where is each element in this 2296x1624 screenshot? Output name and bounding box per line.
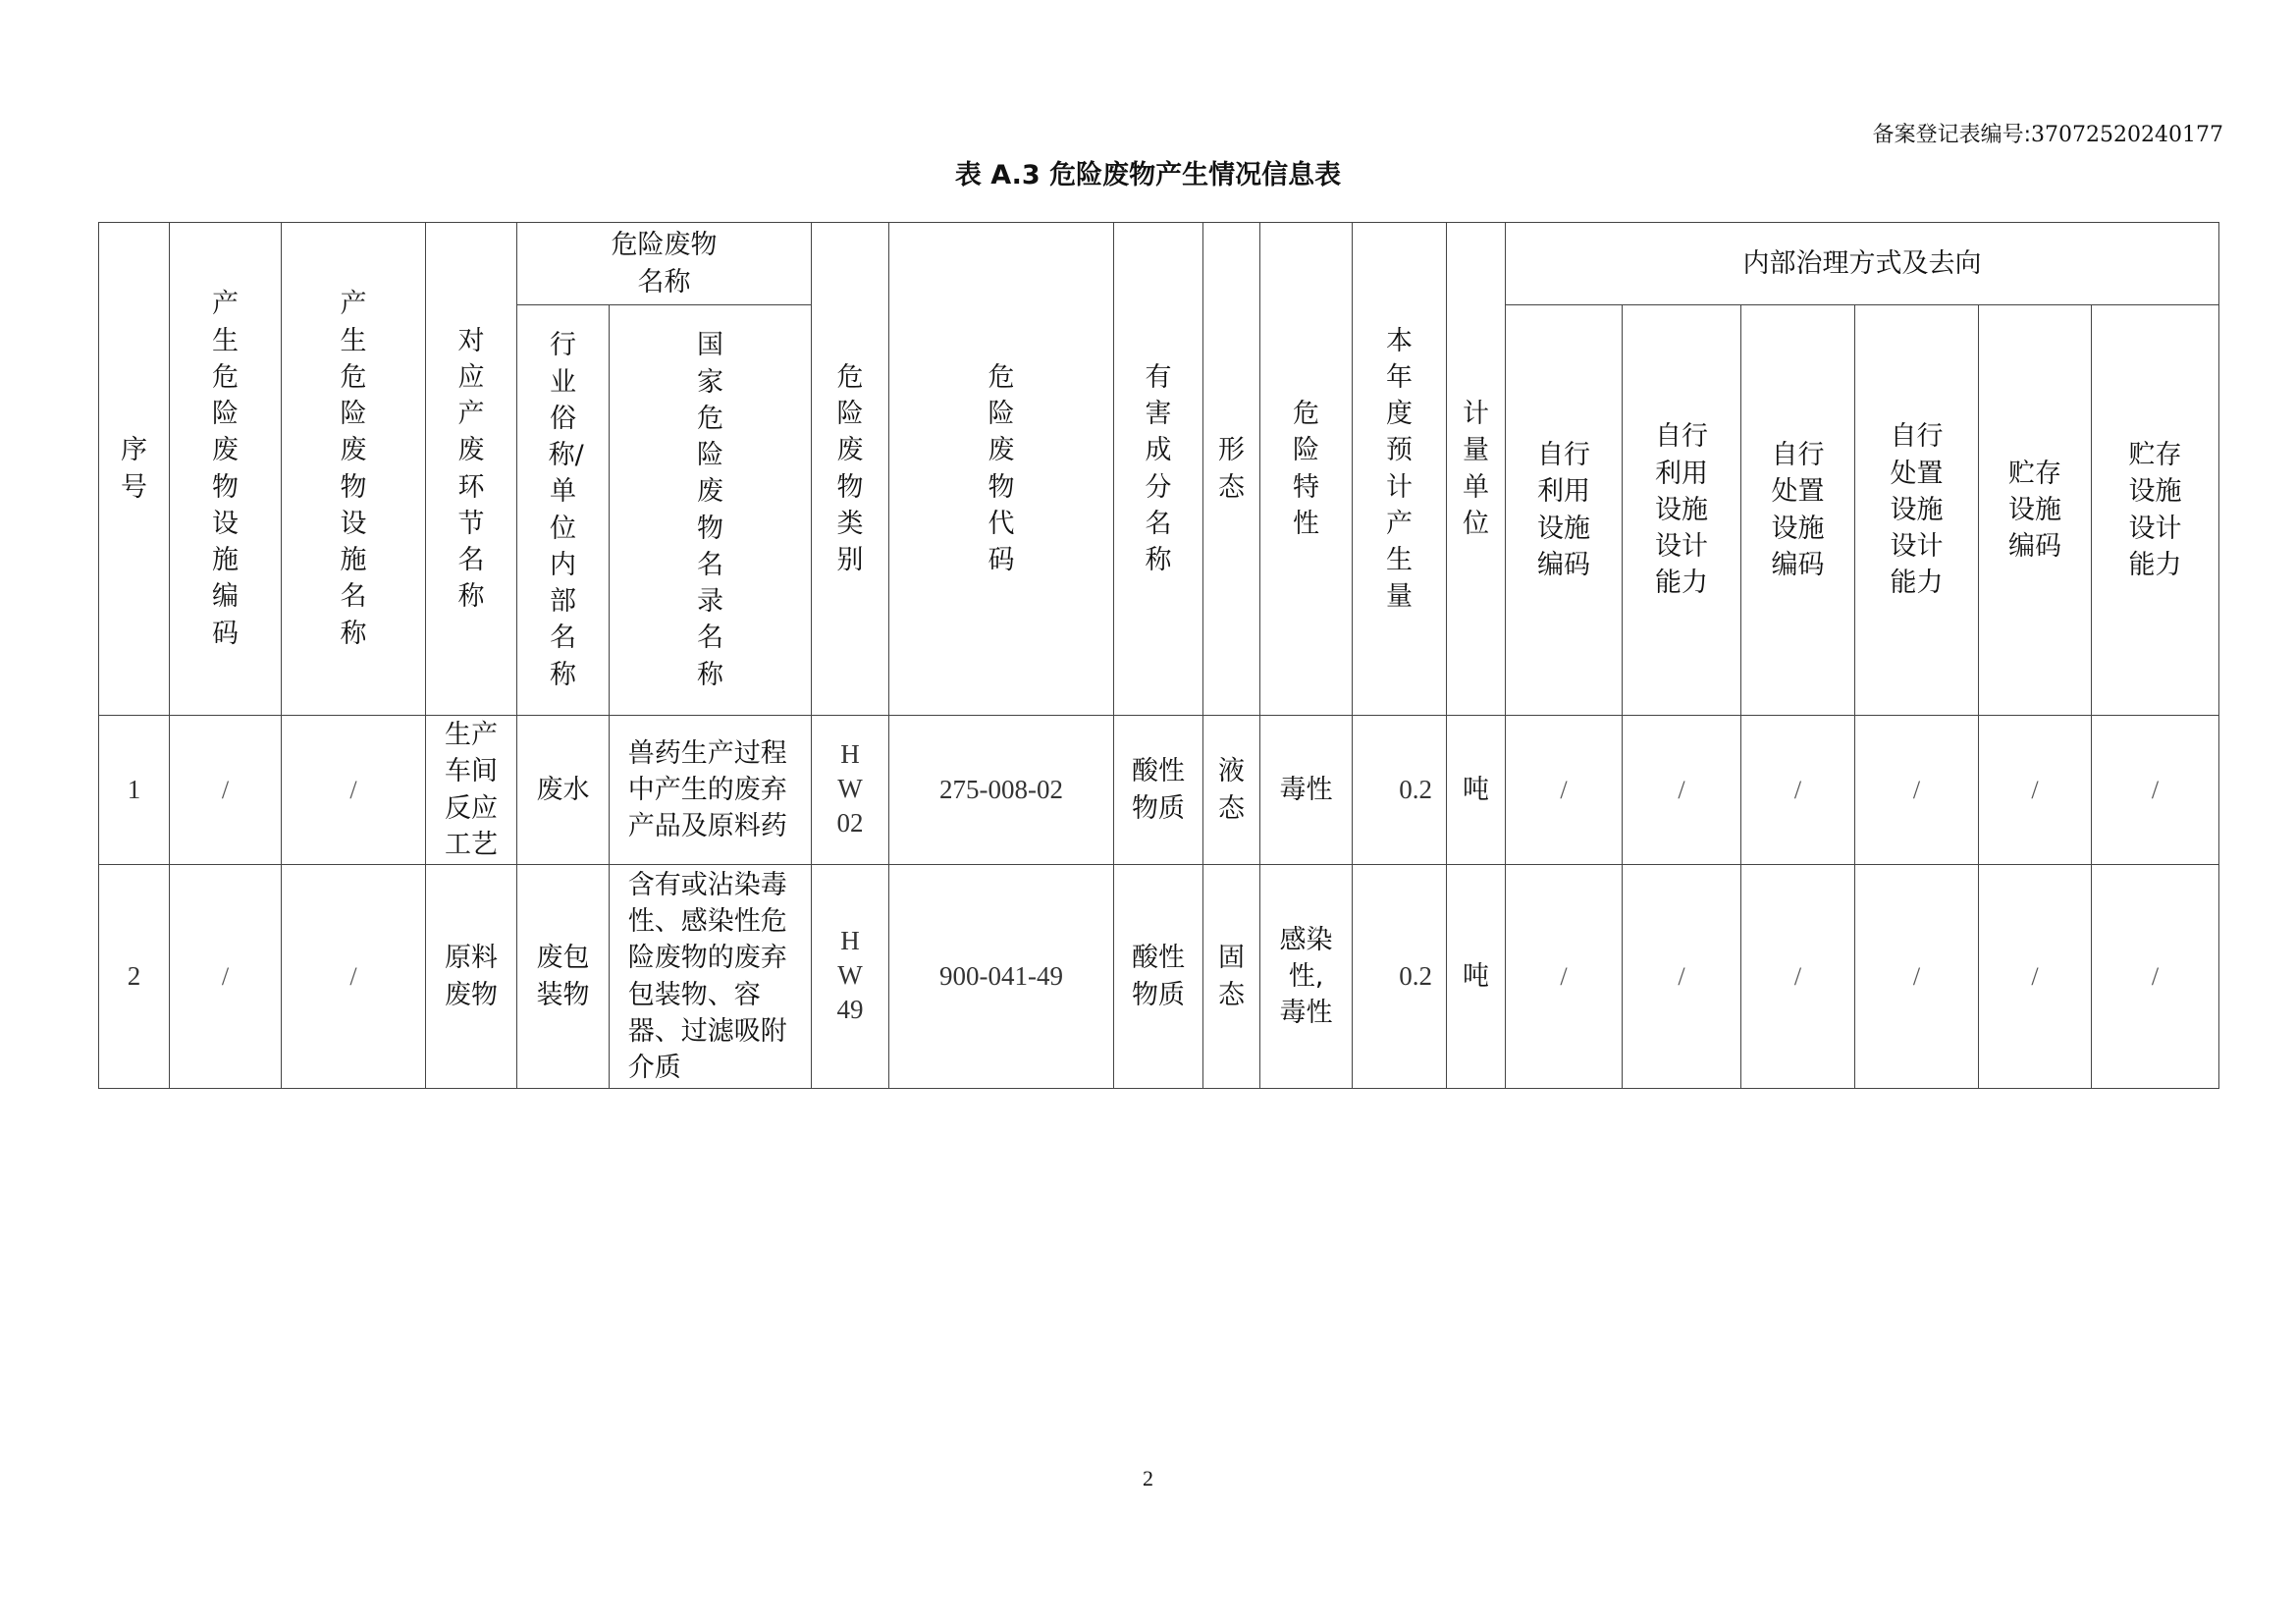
- cell-national-name: 含有或沾染毒性、感染性危险废物的废弃包装物、容器、过滤吸附介质: [610, 865, 812, 1089]
- cell-process-name: 原料废物: [426, 865, 517, 1089]
- cell-unit: 吨: [1447, 716, 1506, 865]
- cell-form: 固态: [1203, 865, 1260, 1089]
- cell-process-name: 生产车间反应工艺: [426, 716, 517, 865]
- header-form: 形态: [1203, 223, 1260, 716]
- cell-facility-name: /: [282, 716, 426, 865]
- table-row: [99, 865, 2219, 1089]
- header-sub-6: 贮存设施设计能力: [2092, 305, 2219, 716]
- header-sub-2: 自行利用设施设计能力: [1623, 305, 1741, 716]
- cell-seq: 1: [99, 716, 170, 865]
- cell-sub-4: /: [1855, 865, 1979, 1089]
- registration-number: [1873, 118, 2223, 148]
- registration-label: 备案登记表编号:: [1872, 123, 2032, 147]
- cell-sub-4: /: [1855, 716, 1979, 865]
- header-sub-5: 贮存设施编码: [1979, 305, 2092, 716]
- cell-property: 感染性,毒性: [1260, 865, 1353, 1089]
- header-sub-4: 自行处置设施设计能力: [1855, 305, 1979, 716]
- header-seq: 序号: [99, 223, 170, 716]
- cell-sub-2: /: [1623, 865, 1741, 1089]
- cell-unit: 吨: [1447, 865, 1506, 1089]
- cell-form: 液态: [1203, 716, 1260, 865]
- header-internal-group: 内部治理方式及去向: [1506, 223, 2219, 305]
- cell-annual: 0.2: [1353, 716, 1447, 865]
- page-number: 2: [1143, 1466, 1153, 1490]
- registration-value: 37072520240177: [2031, 123, 2223, 147]
- header-code: 危险废物代码: [889, 223, 1114, 716]
- cell-sub-6: /: [2092, 716, 2219, 865]
- cell-code: 275-008-02: [889, 716, 1114, 865]
- cell-category: HW49: [812, 865, 889, 1089]
- header-facility-name: 产生危险废物设施名称: [282, 223, 426, 716]
- cell-industry-name: 废水: [517, 716, 610, 865]
- cell-sub-5: /: [1979, 716, 2092, 865]
- header-sub-3: 自行处置设施编码: [1741, 305, 1855, 716]
- header-harmful: 有害成分名称: [1114, 223, 1203, 716]
- header-industry-name: 行业俗称/单位内部名称: [517, 305, 610, 716]
- header-property: 危险特性: [1260, 223, 1353, 716]
- header-row-1: [99, 223, 2219, 305]
- cell-facility-code: /: [170, 716, 282, 865]
- header-category: 危险废物类别: [812, 223, 889, 716]
- header-national-name: 国家危险废物名录名称: [610, 305, 812, 716]
- cell-national-name: 兽药生产过程中产生的废弃产品及原料药: [610, 716, 812, 865]
- header-annual: 本年度预计产生量: [1353, 223, 1447, 716]
- cell-harmful: 酸性物质: [1114, 716, 1203, 865]
- cell-seq: 2: [99, 865, 170, 1089]
- cell-annual: 0.2: [1353, 865, 1447, 1089]
- cell-sub-1: /: [1506, 865, 1623, 1089]
- cell-facility-code: /: [170, 865, 282, 1089]
- header-waste-name-group: 危险废物名称: [517, 223, 812, 305]
- hazardous-waste-table: [98, 222, 2219, 1089]
- cell-sub-3: /: [1741, 716, 1855, 865]
- table-row: [99, 716, 2219, 865]
- cell-sub-2: /: [1623, 716, 1741, 865]
- cell-sub-5: /: [1979, 865, 2092, 1089]
- cell-code: 900-041-49: [889, 865, 1114, 1089]
- cell-sub-6: /: [2092, 865, 2219, 1089]
- header-process-name: 对应产废环节名称: [426, 223, 517, 716]
- cell-facility-name: /: [282, 865, 426, 1089]
- cell-category: HW02: [812, 716, 889, 865]
- cell-harmful: 酸性物质: [1114, 865, 1203, 1089]
- header-facility-code: 产生危险废物设施编码: [170, 223, 282, 716]
- cell-sub-1: /: [1506, 716, 1623, 865]
- page-title: 表 A.3 危险废物产生情况信息表: [954, 160, 1342, 190]
- header-unit: 计量单位: [1447, 223, 1506, 716]
- cell-industry-name: 废包装物: [517, 865, 610, 1089]
- header-sub-1: 自行利用设施编码: [1506, 305, 1623, 716]
- cell-sub-3: /: [1741, 865, 1855, 1089]
- cell-property: 毒性: [1260, 716, 1353, 865]
